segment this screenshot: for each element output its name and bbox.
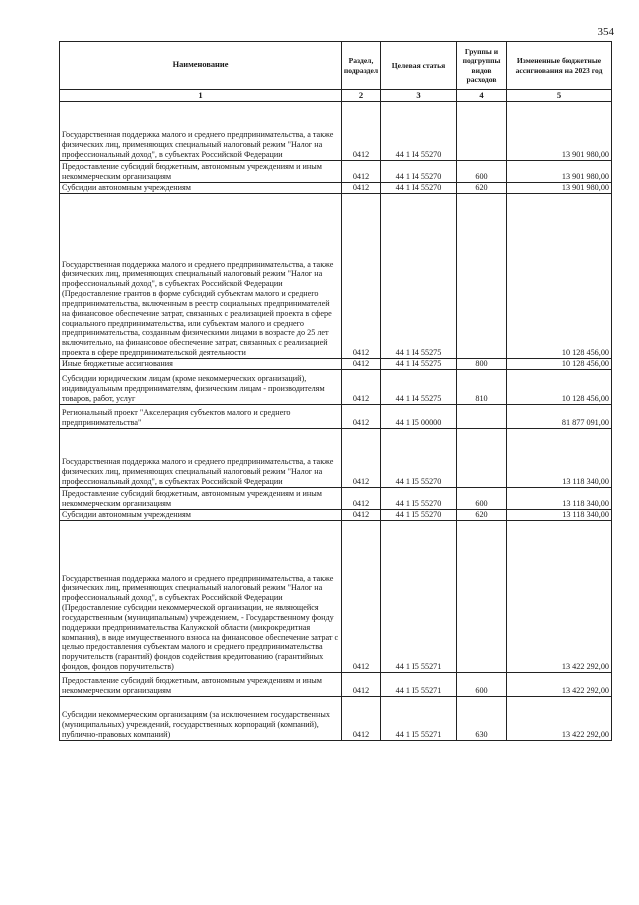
row-amount: 13 422 292,00 bbox=[507, 673, 612, 697]
row-section: 0412 bbox=[342, 697, 381, 741]
column-number: 1 bbox=[60, 90, 342, 102]
row-section: 0412 bbox=[342, 161, 381, 183]
table-row bbox=[60, 697, 612, 741]
table-row bbox=[60, 183, 612, 194]
row-target: 44 1 I4 55275 bbox=[381, 370, 457, 405]
row-amount: 13 118 340,00 bbox=[507, 510, 612, 521]
row-section: 0412 bbox=[342, 370, 381, 405]
row-target: 44 1 I5 55271 bbox=[381, 673, 457, 697]
row-amount: 10 128 456,00 bbox=[507, 370, 612, 405]
row-target: 44 1 I5 00000 bbox=[381, 405, 457, 429]
row-group bbox=[457, 405, 507, 429]
row-name: Региональный проект "Акселерация субъектов малого и среднего предпринимательства" bbox=[60, 405, 342, 429]
row-group: 800 bbox=[457, 359, 507, 370]
row-group: 620 bbox=[457, 183, 507, 194]
row-section: 0412 bbox=[342, 359, 381, 370]
row-group bbox=[457, 429, 507, 488]
table-row bbox=[60, 194, 612, 359]
row-target: 44 1 I4 55275 bbox=[381, 359, 457, 370]
row-section: 0412 bbox=[342, 521, 381, 673]
row-section: 0412 bbox=[342, 405, 381, 429]
row-target: 44 1 I4 55270 bbox=[381, 161, 457, 183]
row-target: 44 1 I4 55270 bbox=[381, 102, 457, 161]
row-amount: 13 118 340,00 bbox=[507, 429, 612, 488]
row-name: Субсидии автономным учреждениям bbox=[60, 510, 342, 521]
row-section: 0412 bbox=[342, 102, 381, 161]
row-name: Субсидии автономным учреждениям bbox=[60, 183, 342, 194]
row-amount: 13 422 292,00 bbox=[507, 521, 612, 673]
row-name: Иные бюджетные ассигнования bbox=[60, 359, 342, 370]
row-amount: 13 901 980,00 bbox=[507, 161, 612, 183]
row-name: Предоставление субсидий бюджетным, автономным учреждениям и иным некоммерческим организациям bbox=[60, 488, 342, 510]
row-name: Субсидии некоммерческим организациям (за исключением государственных (муниципальных) учреждений, государственных корпораций (компаний), публично-правовых компаний) bbox=[60, 697, 342, 741]
column-number: 2 bbox=[342, 90, 381, 102]
budget-table bbox=[59, 41, 612, 741]
row-name: Государственная поддержка малого и среднего предпринимательства, а также физических лиц, применяющих специальный налоговый режим "Налог на профессиональный доход", в субъектах Российской Федерации bbox=[60, 102, 342, 161]
row-name: Предоставление субсидий бюджетным, автономным учреждениям и иным некоммерческим организациям bbox=[60, 673, 342, 697]
row-section: 0412 bbox=[342, 194, 381, 359]
header-budget: Измененные бюджетные ассигнования на 2023 год bbox=[507, 42, 612, 90]
row-group bbox=[457, 521, 507, 673]
row-section: 0412 bbox=[342, 510, 381, 521]
table-row bbox=[60, 521, 612, 673]
row-amount: 13 901 980,00 bbox=[507, 183, 612, 194]
row-name: Предоставление субсидий бюджетным, автономным учреждениям и иным некоммерческим организациям bbox=[60, 161, 342, 183]
row-amount: 13 901 980,00 bbox=[507, 102, 612, 161]
row-name: Государственная поддержка малого и среднего предпринимательства, а также физических лиц, применяющих специальный налоговый режим "Налог на профессиональный доход", в субъектах Российской Федерации (Предоставление субсидии некоммерческой организации, не являющейся государственным (муниципальным) учреждением, - Государственному фонду поддержки предпринимательства Калужской области (микрокредитная компания), в виде имущественного взноса на финансовое обеспечение затрат с целью предоставления субъектам малого и среднего предпринимательства поручительств (гарантий) фондов содействия кредитованию (гарантийных фондов, фондов поручительств) bbox=[60, 521, 342, 673]
table-row bbox=[60, 102, 612, 161]
row-section: 0412 bbox=[342, 183, 381, 194]
row-section: 0412 bbox=[342, 429, 381, 488]
row-group: 600 bbox=[457, 673, 507, 697]
header-section: Раздел, подраздел bbox=[342, 42, 381, 90]
row-group bbox=[457, 102, 507, 161]
table-row bbox=[60, 673, 612, 697]
table-row bbox=[60, 405, 612, 429]
row-section: 0412 bbox=[342, 673, 381, 697]
row-target: 44 1 I4 55275 bbox=[381, 194, 457, 359]
row-target: 44 1 I5 55271 bbox=[381, 521, 457, 673]
header-groups: Группы и подгруппы видов расходов bbox=[457, 42, 507, 90]
row-target: 44 1 I5 55270 bbox=[381, 488, 457, 510]
row-amount: 13 118 340,00 bbox=[507, 488, 612, 510]
row-group: 620 bbox=[457, 510, 507, 521]
row-amount: 10 128 456,00 bbox=[507, 359, 612, 370]
table-row bbox=[60, 161, 612, 183]
header-target: Целевая статья bbox=[381, 42, 457, 90]
column-number-row bbox=[60, 90, 612, 102]
row-amount: 10 128 456,00 bbox=[507, 194, 612, 359]
row-amount: 13 422 292,00 bbox=[507, 697, 612, 741]
page-number: 354 bbox=[597, 26, 614, 38]
row-group: 810 bbox=[457, 370, 507, 405]
column-number: 4 bbox=[457, 90, 507, 102]
row-amount: 81 877 091,00 bbox=[507, 405, 612, 429]
table-header-row bbox=[60, 42, 612, 90]
table-row bbox=[60, 370, 612, 405]
column-number: 3 bbox=[381, 90, 457, 102]
row-group: 600 bbox=[457, 161, 507, 183]
row-target: 44 1 I5 55270 bbox=[381, 510, 457, 521]
table-row bbox=[60, 488, 612, 510]
row-section: 0412 bbox=[342, 488, 381, 510]
row-target: 44 1 I5 55270 bbox=[381, 429, 457, 488]
column-number: 5 bbox=[507, 90, 612, 102]
header-name: Наименование bbox=[60, 42, 342, 90]
table-row bbox=[60, 359, 612, 370]
table-row bbox=[60, 429, 612, 488]
row-name: Субсидии юридическим лицам (кроме некоммерческих организаций), индивидуальным предпринимателям, физическим лицам - производителям товаров, работ, услуг bbox=[60, 370, 342, 405]
row-name: Государственная поддержка малого и среднего предпринимательства, а также физических лиц, применяющих специальный налоговый режим "Налог на профессиональный доход", в субъектах Российской Федерации (Предоставление грантов в форме субсидий субъектам малого и среднего предпринимательства, включенным в реестр социальных предпринимателей на финансовое обеспечение затрат, связанных с реализацией проекта в сфере социального предпринимательства, или субъектам малого и среднего предпринимательства, созданным физическими лицами в возрасте до 25 лет включительно, на финансовое обеспечение затрат, связанных с реализацией проекта в сфере предпринимательской деятельности bbox=[60, 194, 342, 359]
row-group: 630 bbox=[457, 697, 507, 741]
row-group: 600 bbox=[457, 488, 507, 510]
table-row bbox=[60, 510, 612, 521]
row-name: Государственная поддержка малого и среднего предпринимательства, а также физических лиц, применяющих специальный налоговый режим "Налог на профессиональный доход", в субъектах Российской Федерации bbox=[60, 429, 342, 488]
row-target: 44 1 I5 55271 bbox=[381, 697, 457, 741]
row-group bbox=[457, 194, 507, 359]
row-target: 44 1 I4 55270 bbox=[381, 183, 457, 194]
